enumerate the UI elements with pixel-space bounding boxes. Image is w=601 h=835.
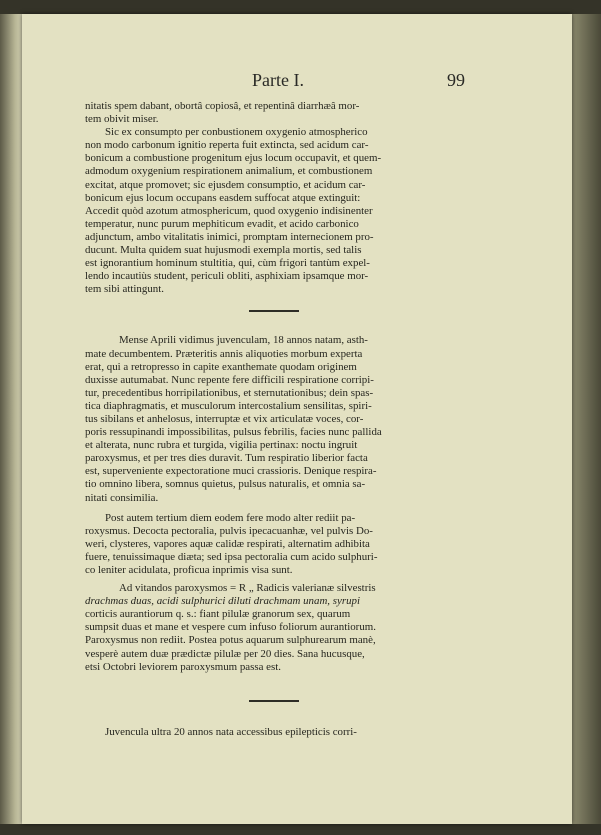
text-line: admodum oxygenium respirationem animalium, et combustionem [85,165,373,178]
text-line: tem sibi attingunt. [85,283,164,296]
text-line: sumpsit duas et mane et vespere cum infuso foliorum aurantiorum. [85,621,376,634]
text-line: bonicum a combustione progenitum ejus locum occupavit, et quem- [85,152,382,165]
text-line: est ignorantium hominum stultitia, qui, cùm frigori tantùm expel- [85,257,370,270]
text-line: poris ressupinandi impossibilitas, pulsus febrilis, facies nunc pallida [85,426,382,439]
text-line: drachmas duas, acidi sulphurici diluti drachmam unam, syrupi [85,595,360,608]
text-line: roxysmus. Decocta pectoralia, pulvis ipecacuanhæ, vel pulvis Do- [85,524,373,537]
text-line: ducunt. Multa quidem suat hujusmodi exempla mortis, sed talis [85,244,362,257]
book-fore-edge [572,14,601,824]
paragraph-5-prescription [85,582,462,674]
paragraph-2 [85,126,462,296]
text-line: lendo incautiùs student, periculi obliti, asphixiam ipsamque mor- [85,270,369,283]
text-line: nitati consimilia. [85,491,159,504]
text-line: adjunctum, ambo vitalitatis inimici, promptam internecionem pro- [85,230,374,243]
book-page [22,14,572,824]
paragraph-3 [85,334,462,504]
text-line: temperatur, nunc purum mephiticum evadit, et acido carbonico [85,217,359,230]
page-body [85,100,462,739]
paragraph-1 [85,100,462,126]
text-line: fuere, tenuissimaque diæta; sed ipsa pectoralia cum acido sulphuri- [85,550,378,563]
text-line: et alterata, nunc rubra et turgida, vigilia pertinax: noctu ingruit [85,439,358,452]
text-line: Juvencula ultra 20 annos nata accessibus epilepticis corri- [105,725,357,738]
text-line: etsi Octobri leviorem paroxysmum passa est. [85,660,281,673]
text-line: weri, clysteres, vapores aquæ calidæ respirati, alternatim adhibita [85,537,370,550]
text-line: tur, precedentibus horripilationibus, et sternutationibus; dein spas- [85,386,374,399]
text-line: mate decumbentem. Præteritis annis aliquoties morbum experta [85,347,363,360]
text-line: Post autem tertium diem eodem fere modo alter rediit pa- [105,511,356,524]
facing-page-edge [0,14,22,824]
running-head [22,70,572,94]
text-line: Mense Aprili vidimus juvenculam, 18 annos natam, asth- [119,334,368,347]
page-number: 99 [447,70,465,90]
text-line: est, superveniente expectoratione muci crassioris. Denique respira- [85,465,377,478]
text-line: nitatis spem dabant, obortâ copiosâ, et repentinâ diarrhæâ mor- [85,100,360,112]
text-line: tus sibilans et anhelosus, interruptæ et vix articulatæ voces, cor- [85,412,364,425]
text-line: co leniter acidulata, proficua inprimis visa sunt. [85,564,293,576]
paragraph-4 [85,512,462,577]
text-line: Paroxysmus non rediit. Postea potus aquarum sulphurearum manè, [85,634,376,647]
running-title: Parte I. [252,70,304,90]
text-line: non modo carbonum ignitio reperta fuit extincta, sed acidum car- [85,139,369,152]
text-line: tio omnino libera, somnus quietus, pulsus naturalis, et omnia sa- [85,478,366,491]
text-line: Accedit quòd azotum atmosphericum, quod oxygenio indisinenter [85,204,373,217]
text-line: bonicum ejus locum occupans easdem suffocat atque extinguit: [85,191,361,204]
text-line: paroxysmus, et per tres dies duravit. Tum respiratio liberior facta [85,452,368,465]
text-line: duxisse autumabat. Nunc repente fere difficili respiratione corripi- [85,373,374,386]
text-line: Ad vitandos paroxysmos = R „ Radicis valerianæ silvestris [119,582,376,595]
text-line: excitat, atque promovet; sic ejusdem consumptio, et acidum car- [85,178,366,191]
paragraph-6 [85,726,462,739]
text-line: Sic ex consumpto per conbustionem oxygenio atmospherico [105,126,368,139]
text-line: tica diaphragmatis, et musculorum intercostalium sensilitas, spiri- [85,399,372,412]
text-line: vesperè autem duæ prædictæ pilulæ per 20 dies. Sana hucusque, [85,647,365,660]
text-line: erat, qui a retropresso in capite exanthemate quodam originem [85,360,357,373]
text-line: corticis aurantiorum q. s.: fiant pilulæ granorum sex, quarum [85,608,351,621]
text-line: tem obivit miser. [85,113,159,126]
